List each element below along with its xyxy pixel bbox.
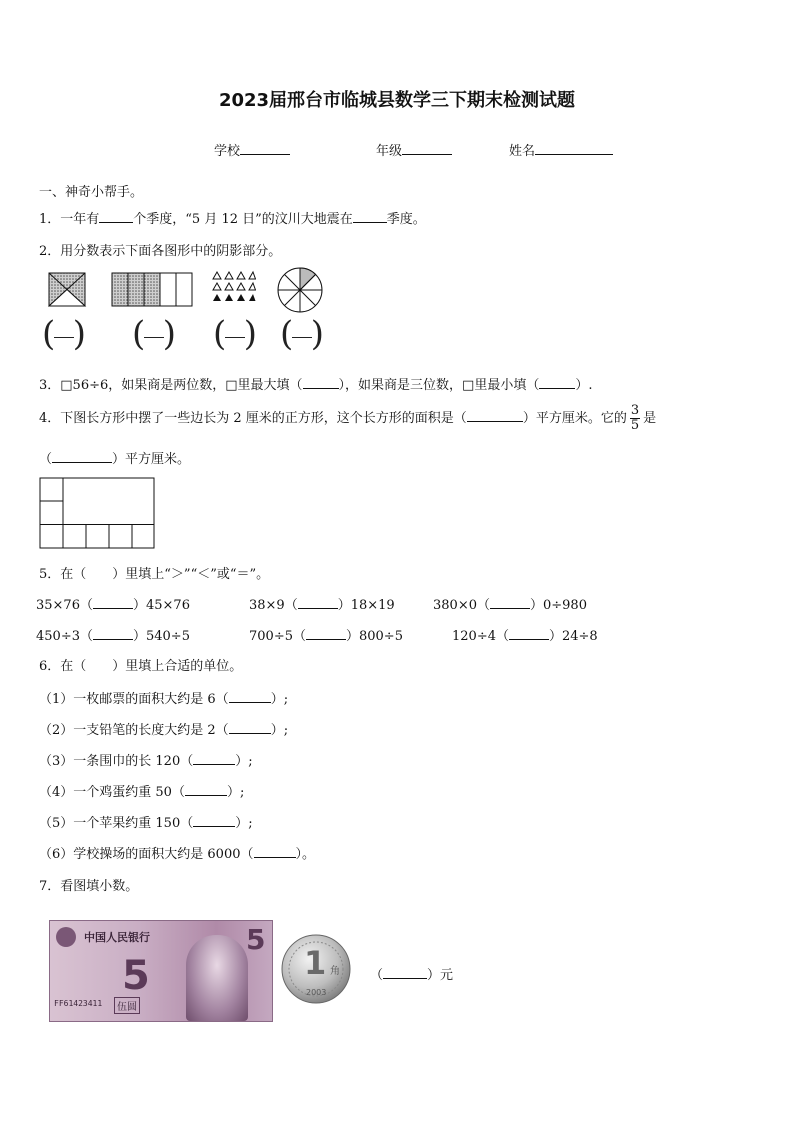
q5-item xyxy=(433,594,587,613)
q5-item xyxy=(249,594,395,613)
q6-item-3 xyxy=(39,750,253,769)
grade-blank[interactable] xyxy=(402,143,452,155)
name-blank[interactable] xyxy=(535,143,613,155)
school-blank[interactable] xyxy=(240,143,290,155)
figure-circle-sectors xyxy=(276,266,324,314)
q6-right: ）; xyxy=(226,785,245,800)
q5-left: 380×0（ xyxy=(433,598,490,613)
figure-square-shaded xyxy=(48,272,88,308)
q1-text-c: 季度。 xyxy=(386,212,426,227)
q3-text-c: ）. xyxy=(575,378,593,393)
q5-left: 35×76（ xyxy=(36,598,93,613)
q7-blank[interactable] xyxy=(383,967,427,979)
q6-blank[interactable] xyxy=(229,722,271,734)
q4-blank-2[interactable] xyxy=(52,451,112,463)
figure-bar-shaded xyxy=(111,272,195,308)
school-label: 学校 xyxy=(214,144,241,159)
grade-field xyxy=(376,140,452,159)
q6-blank[interactable] xyxy=(193,815,235,827)
q6-blank[interactable] xyxy=(185,784,227,796)
q6-left: （4）一个鸡蛋约重 50（ xyxy=(39,785,185,800)
school-field xyxy=(214,140,290,159)
q4-text-b: ）平方厘米。它的 xyxy=(522,411,627,426)
q6-item-5 xyxy=(39,812,253,831)
figure-rectangle-grid xyxy=(39,477,157,551)
banknote-serial: FF61423411 xyxy=(54,999,103,1008)
q7-open-paren: （ xyxy=(370,968,384,983)
q4-blank-1[interactable] xyxy=(467,410,523,422)
name-label: 姓名 xyxy=(509,144,536,159)
q5-left: 450÷3（ xyxy=(36,629,93,644)
fraction-denominator: 5 xyxy=(630,418,640,433)
q6-blank[interactable] xyxy=(193,753,235,765)
q5-left: 120÷4（ xyxy=(452,629,509,644)
q6-item-6 xyxy=(39,843,315,862)
banknote-chinese-denomination: 伍圆 xyxy=(114,997,140,1014)
name-field xyxy=(509,140,613,159)
q5-blank[interactable] xyxy=(93,628,133,640)
q1-text-a: 1．一年有 xyxy=(39,212,100,227)
q3-text-a: 3．□56÷6，如果商是两位数，□里最大填（ xyxy=(39,378,303,393)
q6-right: ）; xyxy=(235,754,253,769)
portrait-image xyxy=(186,935,248,1021)
q5-item xyxy=(36,625,190,644)
question-5: 5．在（ ）里填上“＞”“＜”或“＝”。 xyxy=(39,567,270,582)
q6-right: ）; xyxy=(270,723,289,738)
q1-blank-2[interactable] xyxy=(353,211,387,223)
q1-text-b: 个季度，“5 月 12 日”的汶川大地震在 xyxy=(133,212,353,227)
q7-answer-unit: ）元 xyxy=(427,968,454,983)
q7-answer xyxy=(370,964,453,983)
q6-left: （6）学校操场的面积大约是 6000（ xyxy=(39,847,254,862)
q5-item xyxy=(36,594,190,613)
question-1 xyxy=(39,208,426,227)
fraction-numerator: 3 xyxy=(630,403,640,418)
q2-answer-3[interactable]: ( ) xyxy=(213,314,257,354)
q6-right: ）; xyxy=(235,816,253,831)
coin-unit: 角 xyxy=(330,966,340,977)
q4-text-a: 4．下图长方形中摆了一些边长为 2 厘米的正方形，这个长方形的面积是（ xyxy=(39,411,467,426)
q2-answer-4[interactable]: ( ) xyxy=(280,314,324,354)
q5-blank[interactable] xyxy=(298,597,338,609)
q6-blank[interactable] xyxy=(229,691,271,703)
five-yuan-banknote xyxy=(49,920,273,1022)
banknote-bank-name: 中国人民银行 xyxy=(84,931,150,944)
q5-right: ）24÷8 xyxy=(548,629,598,644)
banknote-denomination: 5 xyxy=(122,953,150,999)
q6-right: ）; xyxy=(270,692,289,707)
question-3 xyxy=(39,374,592,393)
figure-triangles xyxy=(212,270,256,304)
q5-blank[interactable] xyxy=(490,597,530,609)
q3-blank-1[interactable] xyxy=(303,377,339,389)
q4-open-paren: （ xyxy=(39,452,53,467)
question-7: 7．看图填小数。 xyxy=(39,879,139,894)
question-6: 6．在（ ）里填上合适的单位。 xyxy=(39,659,243,674)
q6-item-4 xyxy=(39,781,244,800)
q5-right: ）540÷5 xyxy=(132,629,190,644)
banknote-denomination-corner: 5 xyxy=(246,923,266,956)
question-4 xyxy=(39,404,656,433)
q5-item xyxy=(249,625,403,644)
q5-right: ）800÷5 xyxy=(345,629,403,644)
q4-fraction xyxy=(630,404,640,433)
page-title: 2023届邢台市临城县数学三下期末检测试题 xyxy=(218,90,576,111)
q6-left: （3）一条围巾的长 120（ xyxy=(39,754,194,769)
q4-text-c: 是 xyxy=(643,411,657,426)
q2-answer-1[interactable]: ( ) xyxy=(42,314,86,354)
q6-left: （1）一枚邮票的面积大约是 6（ xyxy=(39,692,229,707)
q5-item xyxy=(452,625,598,644)
q6-item-2 xyxy=(39,719,288,738)
q5-blank[interactable] xyxy=(306,628,346,640)
q3-text-b: ），如果商是三位数，□里最小填（ xyxy=(338,378,540,393)
q5-left: 700÷5（ xyxy=(249,629,306,644)
q6-item-1 xyxy=(39,688,288,707)
q5-blank[interactable] xyxy=(93,597,133,609)
q5-right: ）45×76 xyxy=(132,598,190,613)
q2-answer-2[interactable]: ( ) xyxy=(132,314,176,354)
national-emblem-icon xyxy=(56,927,76,947)
q6-left: （2）一支铅笔的长度大约是 2（ xyxy=(39,723,229,738)
coin-year: 2003 xyxy=(306,988,327,997)
section-heading: 一、神奇小帮手。 xyxy=(39,185,144,200)
question-4-line-2 xyxy=(39,448,190,467)
grade-label: 年级 xyxy=(376,144,403,159)
q6-right: ）。 xyxy=(295,847,316,862)
q5-blank[interactable] xyxy=(509,628,549,640)
q4-text-d: ）平方厘米。 xyxy=(112,452,191,467)
q5-right: ）18×19 xyxy=(337,598,395,613)
q1-blank-1[interactable] xyxy=(99,211,133,223)
q3-blank-2[interactable] xyxy=(539,377,575,389)
question-2: 2．用分数表示下面各图形中的阴影部分。 xyxy=(39,244,282,259)
q6-blank[interactable] xyxy=(254,846,296,858)
q6-left: （5）一个苹果约重 150（ xyxy=(39,816,194,831)
q5-left: 38×9（ xyxy=(249,598,298,613)
coin-value: 1 xyxy=(304,944,327,982)
q5-right: ）0÷980 xyxy=(529,598,587,613)
